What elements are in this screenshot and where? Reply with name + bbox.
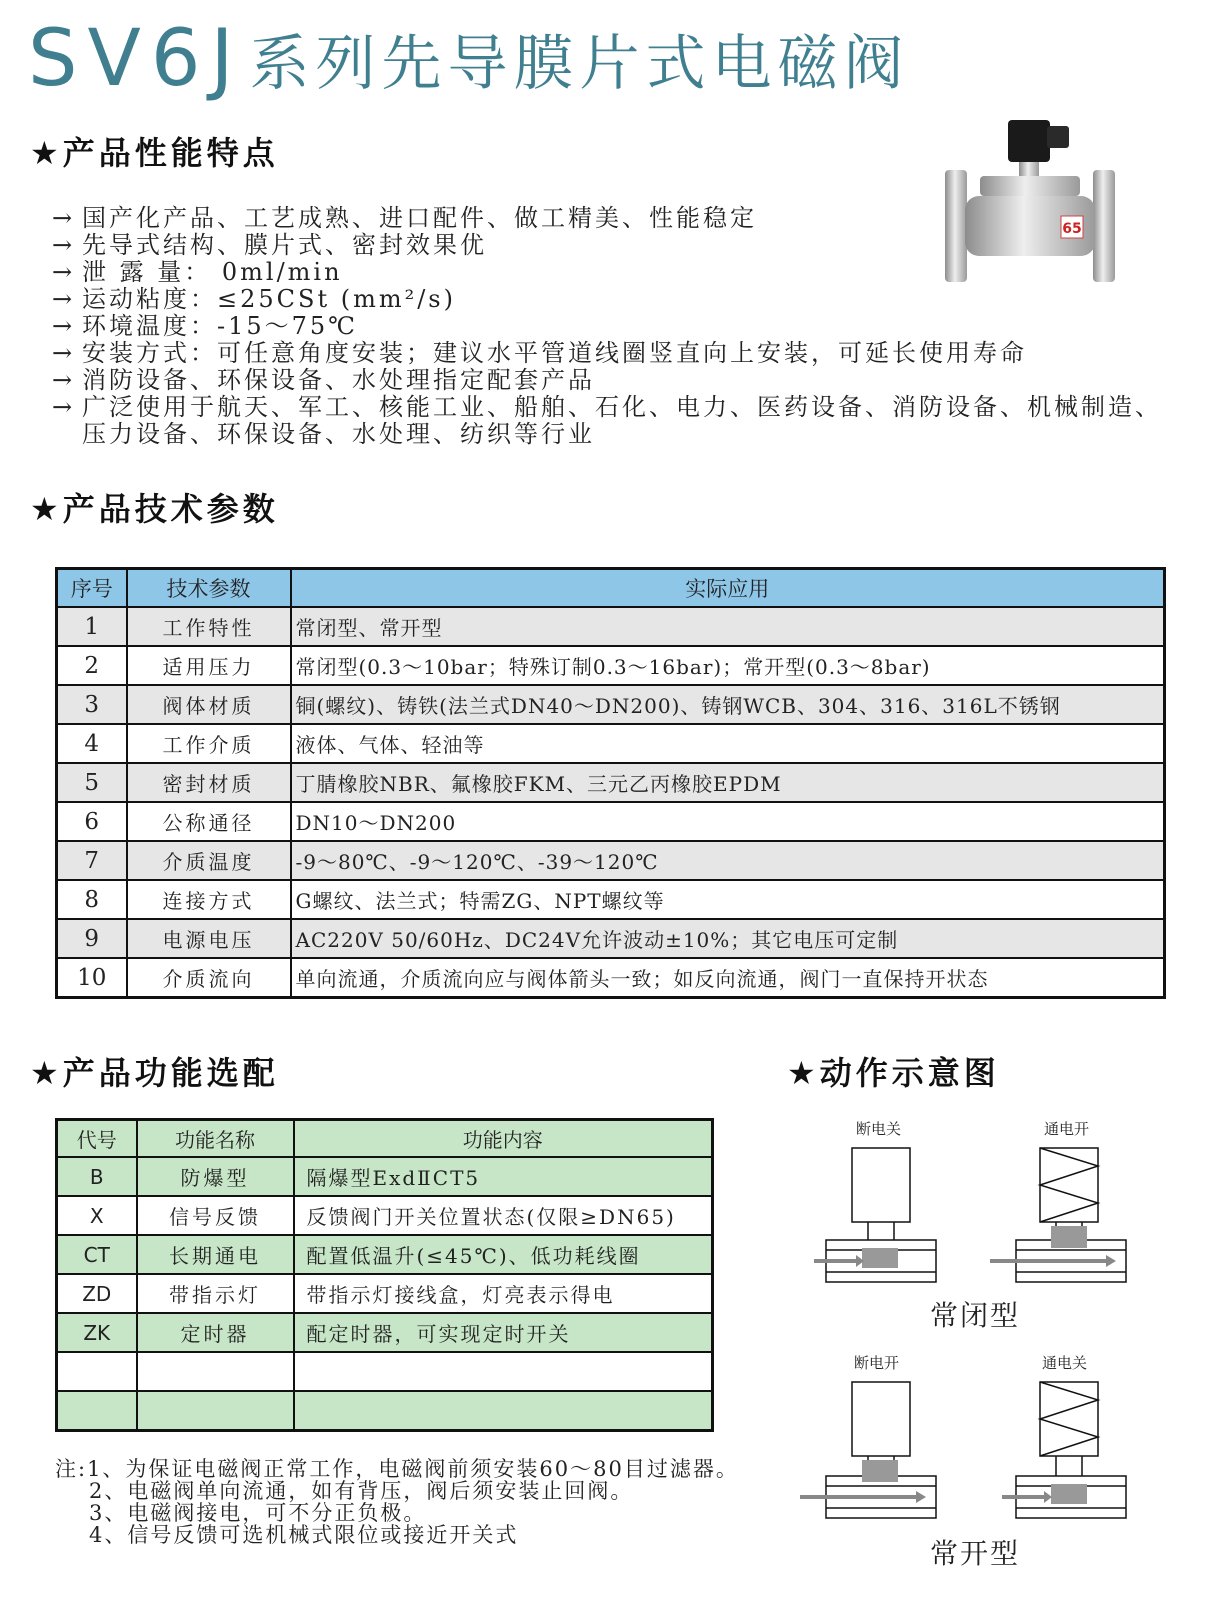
section-heading-action: ★动作示意图 [787, 1054, 1000, 1092]
table-row [57, 1352, 713, 1391]
table-row: ZD 带指示灯 带指示灯接线盒，灯亮表示得电 [57, 1274, 713, 1313]
arrow-icon: → [52, 231, 76, 259]
table-row: 3 阀体材质 铜(螺纹)、铸铁(法兰式DN40～DN200)、铸钢WCB、304、316、316L不锈钢 [57, 685, 1165, 724]
list-item: → 泄 露 量： 0ml/min [52, 258, 343, 286]
list-item: → 消防设备、环保设备、水处理指定配套产品 [52, 366, 595, 394]
table-row [57, 1391, 713, 1431]
list-item: → 国产化产品、工艺成熟、进口配件、做工精美、性能稳定 [52, 204, 757, 232]
column-header: 功能内容 [294, 1120, 713, 1158]
title-model: SV6J [28, 14, 244, 104]
arrow-icon: → [52, 285, 76, 313]
tech-table [55, 567, 1166, 999]
column-header: 代号 [57, 1120, 137, 1158]
list-item: → 环境温度：-15～75℃ [52, 312, 359, 340]
table-row: ZK 定时器 配定时器，可实现定时开关 [57, 1313, 713, 1352]
arrow-icon: → [52, 393, 76, 421]
note-line: 2、电磁阀单向流通，如有背压，阀后须安装止回阀。 [89, 1479, 634, 1503]
table-row: 8 连接方式 G螺纹、法兰式；特需ZG、NPT螺纹等 [57, 880, 1165, 919]
action-diagram [790, 1108, 1150, 1598]
arrow-icon: → [52, 366, 76, 394]
table-row: CT 长期通电 配置低温升(≤45℃)、低功耗线圈 [57, 1235, 713, 1274]
arrow-icon: → [52, 312, 76, 340]
section-heading-tech: ★产品技术参数 [30, 490, 279, 528]
page-title [28, 14, 910, 104]
section-heading-function: ★产品功能选配 [30, 1054, 279, 1092]
list-item: → 安装方式：可任意角度安装；建议水平管道线圈竖直向上安装，可延长使用寿命 [52, 339, 1027, 367]
arrow-icon: → [52, 258, 76, 286]
column-header: 技术参数 [127, 569, 291, 608]
column-header: 功能名称 [137, 1120, 294, 1158]
note-line: 4、信号反馈可选机械式限位或接近开关式 [89, 1523, 519, 1547]
table-row: 4 工作介质 液体、气体、轻油等 [57, 724, 1165, 763]
notes [55, 1458, 739, 1546]
product-badge: 65 [1062, 221, 1082, 237]
product-image [945, 118, 1115, 290]
diagram-type-no: 常开型 [930, 1537, 1021, 1570]
table-row: 7 介质温度 -9～80℃、-9～120℃、-39～120℃ [57, 841, 1165, 880]
table-row: 10 介质流向 单向流通，介质流向应与阀体箭头一致；如反向流通，阀门一直保持开状态 [57, 958, 1165, 998]
note-line: 注:1、为保证电磁阀正常工作，电磁阀前须安装60～80目过滤器。 [55, 1457, 739, 1481]
title-name: 系列先导膜片式电磁阀 [249, 29, 910, 99]
arrow-icon: → [52, 339, 76, 367]
diagram-label-no-off: 断电开 [854, 1354, 900, 1372]
schematic-no-off [800, 1382, 936, 1518]
column-header: 序号 [57, 569, 127, 608]
arrow-icon: → [52, 204, 76, 232]
list-item: → 广泛使用于航天、军工、核能工业、船舶、石化、电力、医药设备、消防设备、机械制造、压力设备、环保设备、水处理、纺织等行业 [52, 393, 1162, 448]
diagram-label-nc-on: 通电开 [1044, 1120, 1090, 1138]
diagram-label-nc-off: 断电关 [856, 1120, 902, 1138]
table-header-row [57, 1120, 713, 1158]
diagram-type-nc: 常闭型 [930, 1299, 1021, 1332]
table-row: 1 工作特性 常闭型、常开型 [57, 607, 1165, 646]
schematic-nc-off [814, 1148, 936, 1282]
diagram-label-no-on: 通电关 [1042, 1354, 1088, 1372]
function-table [55, 1118, 714, 1432]
valve-schematics [790, 1108, 1150, 1598]
schematic-no-on [1002, 1382, 1126, 1518]
list-item: → 先导式结构、膜片式、密封效果优 [52, 231, 487, 259]
table-row: 2 适用压力 常闭型(0.3～10bar；特殊订制0.3～16bar)；常开型(0.3～8bar) [57, 646, 1165, 685]
table-row: X 信号反馈 反馈阀门开关位置状态(仅限≥DN65) [57, 1196, 713, 1235]
schematic-nc-on [990, 1148, 1126, 1282]
table-row: 5 密封材质 丁腈橡胶NBR、氟橡胶FKM、三元乙丙橡胶EPDM [57, 763, 1165, 802]
column-header: 实际应用 [291, 569, 1165, 608]
table-row: 6 公称通径 DN10～DN200 [57, 802, 1165, 841]
table-row: B 防爆型 隔爆型ExdⅡCT5 [57, 1157, 713, 1196]
table-row: 9 电源电压 AC220V 50/60Hz、DC24V允许波动±10%；其它电压可定制 [57, 919, 1165, 958]
note-line: 3、电磁阀接电，可不分正负极。 [89, 1501, 427, 1525]
section-heading-features: ★产品性能特点 [30, 134, 279, 172]
list-item: → 运动粘度：≤25CSt (mm²/s) [52, 285, 456, 313]
table-header-row [57, 569, 1165, 608]
